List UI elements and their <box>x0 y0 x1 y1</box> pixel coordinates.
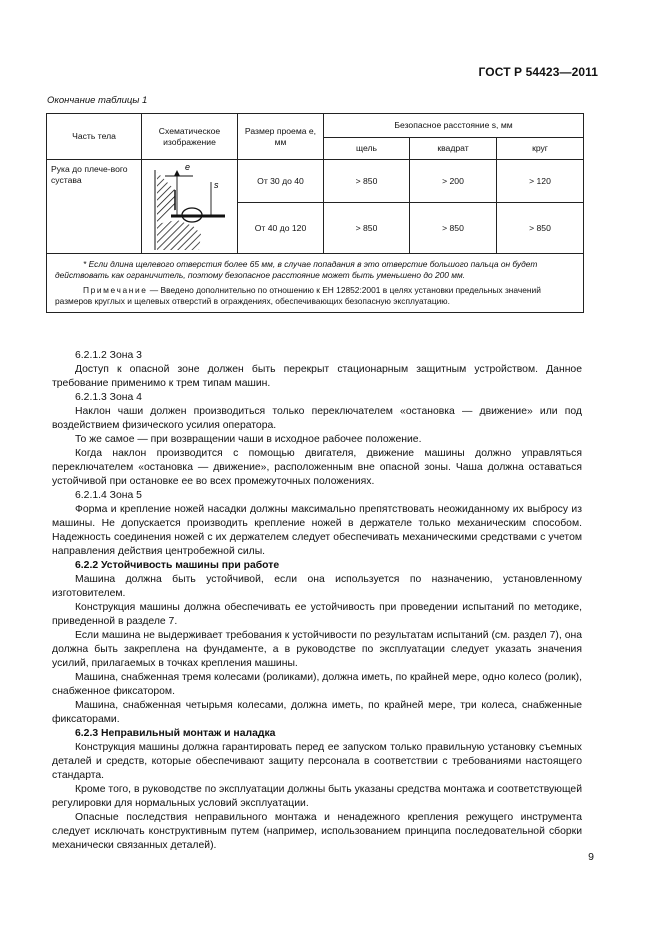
note-label: Примечание <box>83 285 148 295</box>
col-header-safe-distance: Безопасное расстояние s, мм <box>324 114 584 138</box>
row2-size: От 40 до 120 <box>238 203 324 254</box>
col-header-body-part: Часть тела <box>47 114 142 160</box>
paragraph: Кроме того, в руководстве по эксплуатации должны быть указаны средства монтажа и соответствующей регулировки для нормальных условий эксплуатации. <box>52 784 582 809</box>
row-body-part: Рука до плече-вого сустава <box>47 160 142 254</box>
col-header-circle: круг <box>497 138 584 160</box>
heading-zone-3: 6.2.1.2 Зона 3 <box>75 350 142 361</box>
row1-size: От 30 до 40 <box>238 160 324 203</box>
row2-slot: > 850 <box>324 203 410 254</box>
paragraph: Машина, снабженная тремя колесами (роликами), должна иметь, по крайней мере, одно колесо (ролик), снабженное фиксатором. <box>52 672 582 697</box>
row1-slot: > 850 <box>324 160 410 203</box>
paragraph: Наклон чаши должен производиться только переключателем «остановка — движение» или под воздействием физического усилия оператора. <box>52 406 582 431</box>
col-header-slot: щель <box>324 138 410 160</box>
arm-opening-schematic <box>145 162 235 252</box>
row1-square: > 200 <box>410 160 497 203</box>
page-number: 9 <box>588 851 594 863</box>
row2-square: > 850 <box>410 203 497 254</box>
table-caption: Окончание таблицы 1 <box>47 95 148 106</box>
row1-circle: > 120 <box>497 160 584 203</box>
col-header-schematic: Схематическое изображение <box>142 114 238 160</box>
paragraph: Форма и крепление ножей насадки должны максимально препятствовать неожиданному их выбросу из машины. Не допускается производить крепление ножей в держателе только механическим способом. Надежность соединения ножей с их держателем следует обеспечивать механическими средствами с учетом направления действия центробежной силы. <box>52 504 582 557</box>
row2-circle: > 850 <box>497 203 584 254</box>
paragraph: Опасные последствия неправильного монтажа и ненадежного крепления режущего инструмента следует исключать конструктивным путем (например, использованием принципа последовательной сборки механически связанных деталей). <box>52 812 582 851</box>
paragraph: Машина должна быть устойчивой, если она используется по назначению, установленному изготовителем. <box>52 574 582 599</box>
table-note <box>55 285 577 307</box>
paragraph: Если машина не выдерживает требования к устойчивости по результатам испытаний (см. раздел 7), она должна быть закреплена на фундаменте, а в руководстве по эксплуатации следует указать значения усилий, прилагаемых в точках крепления машины. <box>52 630 582 669</box>
col-header-opening-size: Размер проема e, мм <box>238 114 324 160</box>
heading-stability: 6.2.2 Устойчивость машины при работе <box>75 560 280 571</box>
table-footnote-cell <box>47 254 584 313</box>
note-text: — Введено дополнительно по отношению к ЕН 12852:2001 в целях установки предельных значений размеров круглых и щелевых отверстий в ограждениях, обеспечивающих безопасную эксплуатацию. <box>55 285 541 306</box>
paragraph: Конструкция машины должна гарантировать перед ее запуском только правильную установку съемных деталей и средств, которые обеспечивают защиту персонала в соответствии с требованиями настоящего стандарта. <box>52 742 582 781</box>
paragraph: Конструкция машины должна обеспечивать ее устойчивость при проведении испытаний по методике, приведенной в разделе 7. <box>52 602 582 627</box>
figure-label-s: s <box>213 179 218 190</box>
paragraph: Доступ к опасной зоне должен быть перекрыт стационарным защитным устройством. Данное требование применимо к трем типам машин. <box>52 364 582 389</box>
heading-zone-4: 6.2.1.3 Зона 4 <box>75 392 142 403</box>
heading-zone-5: 6.2.1.4 Зона 5 <box>75 490 142 501</box>
col-header-square: квадрат <box>410 138 497 160</box>
schematic-figure-cell <box>142 160 238 254</box>
paragraph: То же самое — при возвращении чаши в исходное рабочее положение. <box>75 434 422 445</box>
paragraph: Когда наклон производится с помощью двигателя, движение машины должно управляться переключателем «остановка — движение», расположенным вне опасной зоны. Чаша должна оставаться устойчивой при остановке ее во всех промежуточных положениях. <box>52 448 582 487</box>
body-text <box>52 349 582 853</box>
figure-label-e: e <box>184 161 190 172</box>
heading-incorrect-assembly: 6.2.3 Неправильный монтаж и наладка <box>75 728 276 739</box>
safety-distance-table <box>46 113 584 313</box>
table-footnote: * Если длина щелевого отверстия более 65 мм, в случае попадания в это отверстие большого пальца он будет действовать как ограничитель, поэтому безопасное расстояние может быть уменьшено до 200 мм. <box>55 259 538 280</box>
paragraph: Машина, снабженная четырьмя колесами, должна иметь, по крайней мере, три колеса, снабженные фиксаторами. <box>52 700 582 725</box>
page-header-standard: ГОСТ Р 54423—2011 <box>478 65 598 79</box>
